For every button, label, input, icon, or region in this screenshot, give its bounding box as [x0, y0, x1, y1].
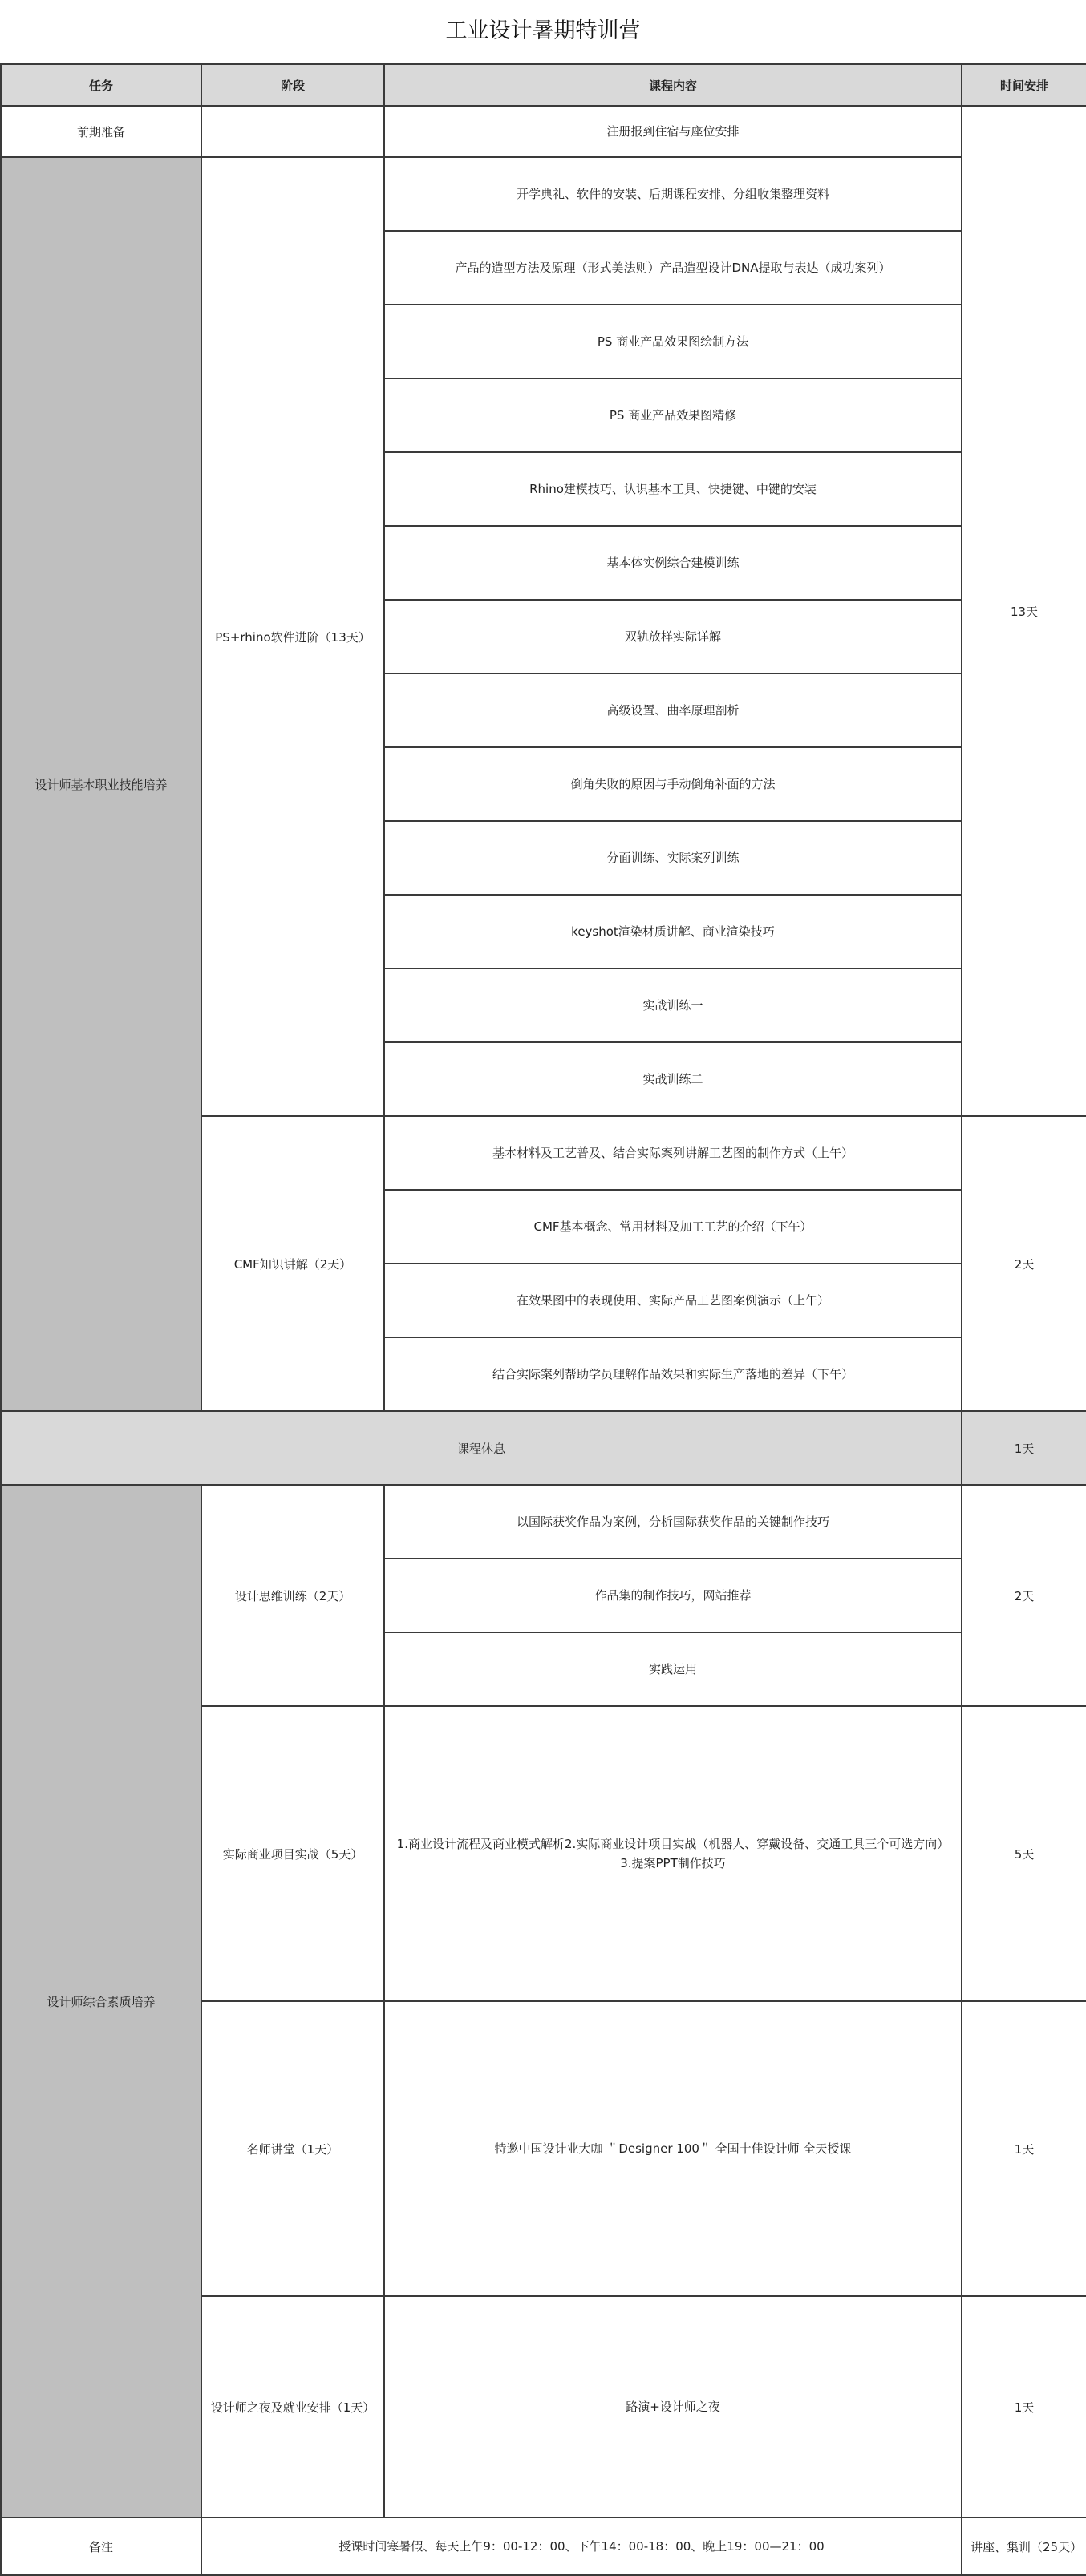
course-item: 作品集的制作技巧，网站推荐 [384, 1559, 962, 1632]
notes-content: 授课时间寒暑假、每天上午9：00-12：00、下午14：00-18：00、晚上19：00—21：00 [201, 2517, 962, 2575]
course-item: 在效果图中的表现使用、实际产品工艺图案例演示（上午） [384, 1264, 962, 1337]
prep-stage [201, 106, 384, 157]
rest-row [1, 1411, 1086, 1485]
course-item: Rhino建模技巧、认识基本工具、快捷键、中键的安装 [384, 452, 962, 526]
task-comprehensive: 设计师综合素质培养 [1, 1485, 201, 2517]
schedule-table [0, 63, 1086, 2576]
notes-label: 备注 [1, 2517, 201, 2575]
course-item: 实战训练一 [384, 969, 962, 1042]
stage-master-lecture: 名师讲堂（1天） [201, 2001, 384, 2296]
task-basic-skills: 设计师基本职业技能培养 [1, 157, 201, 1411]
course-item: 路演+设计师之夜 [384, 2296, 962, 2517]
course-item: PS 商业产品效果图绘制方法 [384, 305, 962, 378]
rest-time: 1天 [962, 1411, 1086, 1485]
stage-ps-rhino: PS+rhino软件进阶（13天） [201, 157, 384, 1116]
prep-content: 注册报到住宿与座位安排 [384, 106, 962, 157]
stage-cmf: CMF知识讲解（2天） [201, 1116, 384, 1411]
course-item: PS 商业产品效果图精修 [384, 378, 962, 452]
course-item: 实战训练二 [384, 1042, 962, 1116]
course-item: 结合实际案列帮助学员理解作品效果和实际生产落地的差异（下午） [384, 1337, 962, 1411]
course-item: 基本体实例综合建模训练 [384, 526, 962, 600]
course-item: keyshot渲染材质讲解、商业渲染技巧 [384, 895, 962, 969]
table-row [1, 157, 1086, 231]
stage-time-designer-night: 1天 [962, 2296, 1086, 2517]
course-item: 1.商业设计流程及商业模式解析2.实际商业设计项目实战（机器人、穿戴设备、交通工具三个可选方向）3.提案PPT制作技巧 [384, 1706, 962, 2001]
course-item: 实践运用 [384, 1632, 962, 1706]
stage-time-design-thinking: 2天 [962, 1485, 1086, 1706]
header-content: 课程内容 [384, 64, 962, 106]
stage-design-thinking: 设计思维训练（2天） [201, 1485, 384, 1706]
header-row [1, 64, 1086, 106]
stage-time-commercial-project: 5天 [962, 1706, 1086, 2001]
stage-time-master-lecture: 1天 [962, 2001, 1086, 2296]
stage-commercial-project: 实际商业项目实战（5天） [201, 1706, 384, 2001]
course-item: 倒角失败的原因与手动倒角补面的方法 [384, 747, 962, 821]
notes-time: 讲座、集训（25天） [962, 2517, 1086, 2575]
course-item: CMF基本概念、常用材料及加工工艺的介绍（下午） [384, 1190, 962, 1264]
header-task: 任务 [1, 64, 201, 106]
course-item: 特邀中国设计业大咖 ＂Designer 100＂ 全国十佳设计师 全天授课 [384, 2001, 962, 2296]
stage-time-ps-rhino: 13天 [962, 106, 1086, 1116]
rest-label: 课程休息 [1, 1411, 962, 1485]
page-title: 工业设计暑期特训营 [0, 0, 1086, 63]
course-item: 以国际获奖作品为案例，分析国际获奖作品的关键制作技巧 [384, 1485, 962, 1559]
course-item: 高级设置、曲率原理剖析 [384, 673, 962, 747]
course-item: 产品的造型方法及原理（形式美法则）产品造型设计DNA提取与表达（成功案列） [384, 231, 962, 305]
stage-time-cmf: 2天 [962, 1116, 1086, 1411]
course-item: 基本材料及工艺普及、结合实际案列讲解工艺图的制作方式（上午） [384, 1116, 962, 1190]
notes-row [1, 2517, 1086, 2575]
course-item: 双轨放样实际详解 [384, 600, 962, 673]
prep-row [1, 106, 1086, 157]
header-time: 时间安排 [962, 64, 1086, 106]
prep-task: 前期准备 [1, 106, 201, 157]
table-row [1, 1485, 1086, 1559]
course-item: 分面训练、实际案列训练 [384, 821, 962, 895]
stage-designer-night: 设计师之夜及就业安排（1天） [201, 2296, 384, 2517]
course-item: 开学典礼、软件的安装、后期课程安排、分组收集整理资料 [384, 157, 962, 231]
header-stage: 阶段 [201, 64, 384, 106]
